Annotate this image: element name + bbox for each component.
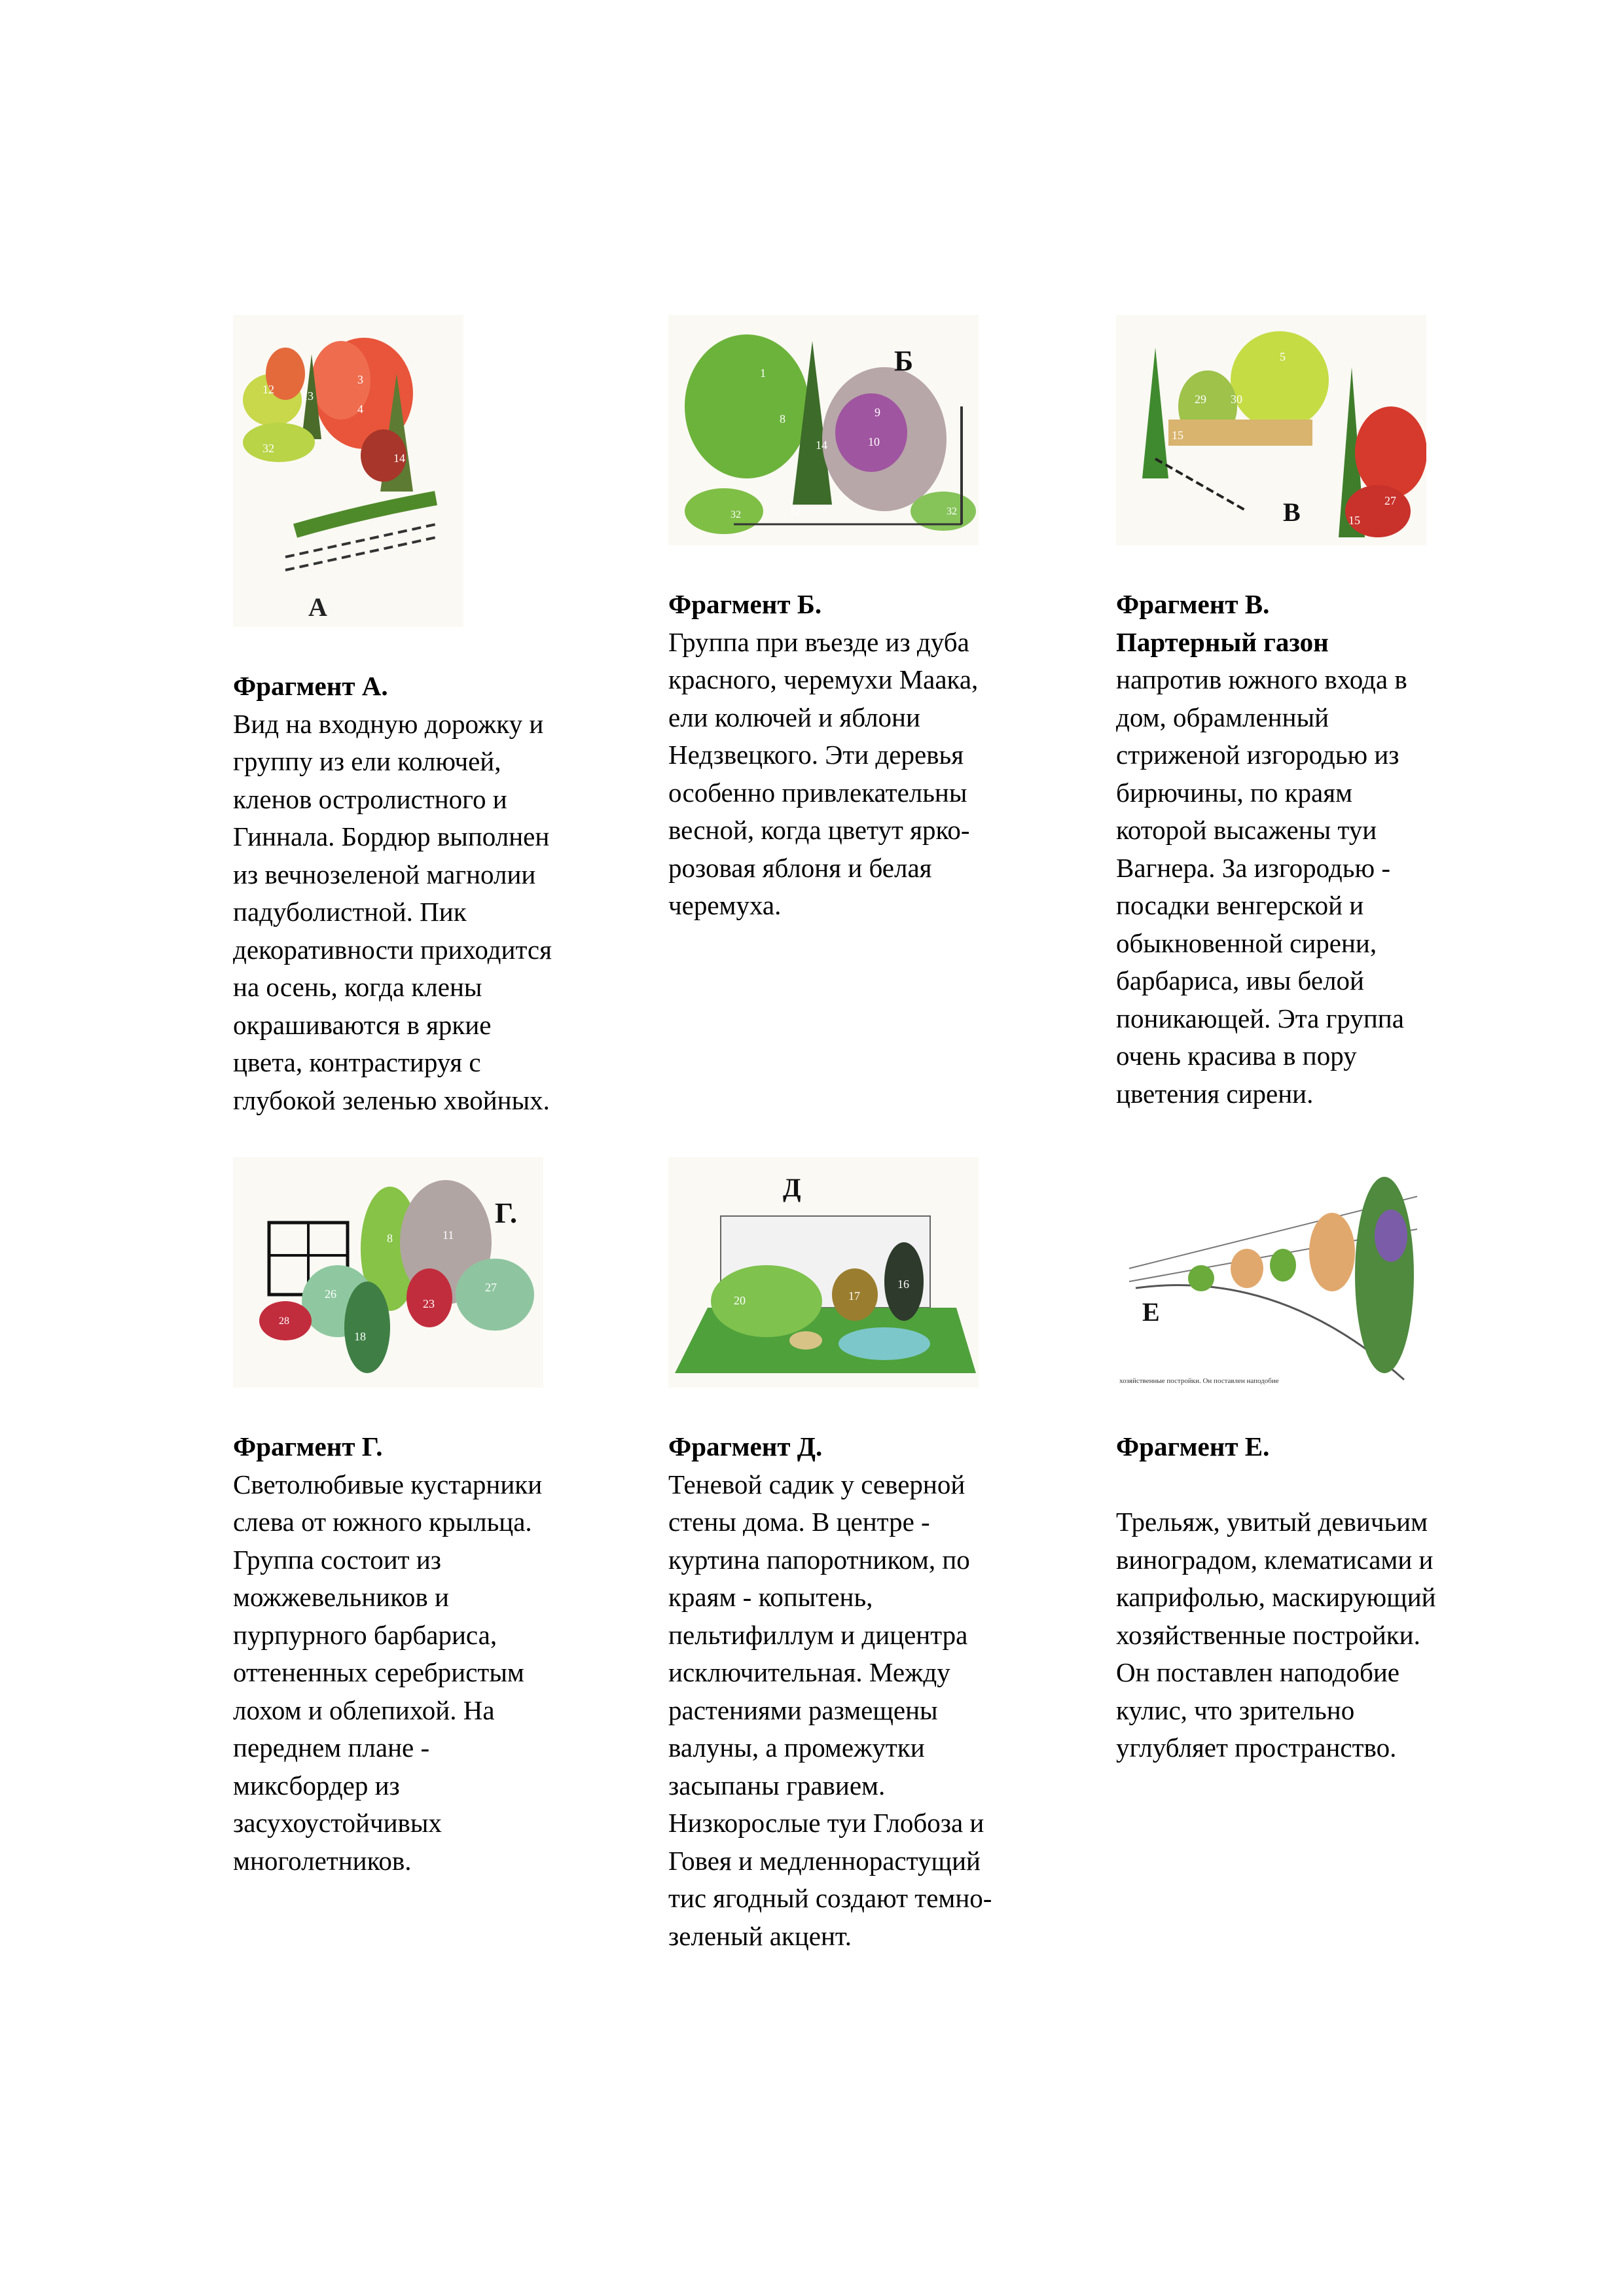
caption-line: тис ягодный создают темно- — [668, 1883, 992, 1913]
figure-g-number: 18 — [354, 1330, 366, 1343]
figure-g-number: 23 — [423, 1297, 435, 1310]
caption-line: падуболистной. Пик — [233, 897, 467, 927]
caption-line: пурпурного барбариса, — [233, 1619, 497, 1650]
fragment-title: Фрагмент Г. — [233, 1431, 383, 1462]
figure-a-illustration — [233, 315, 463, 627]
caption-fragment-d — [668, 1428, 992, 1955]
caption-line: хозяйственные постройки. — [1116, 1619, 1420, 1650]
figure-a-number: 12 — [262, 383, 274, 396]
figure-v-number: 27 — [1384, 494, 1396, 507]
figure-v-number: 5 — [1280, 350, 1286, 363]
figure-v-illustration — [1116, 315, 1426, 545]
figure-fragment-e — [1116, 1157, 1426, 1388]
caption-fragment-v — [1116, 586, 1407, 1113]
caption-line: растениями размещены — [668, 1695, 938, 1725]
figure-e-letter: Е — [1142, 1297, 1160, 1327]
caption-line: краям - копытень, — [668, 1582, 873, 1612]
figure-b-number: 10 — [868, 435, 880, 448]
figure-a-number: 13 — [302, 389, 314, 403]
figure-a-letter: A — [308, 592, 327, 622]
figure-e-caption: хозяйственные постройки. Он поставлен наподобие — [1119, 1377, 1279, 1385]
fragment-title: Фрагмент Е. — [1116, 1431, 1270, 1462]
caption-line: зеленый акцент. — [668, 1920, 852, 1951]
caption-line: засухоустойчивых — [233, 1808, 442, 1838]
caption-line: оттененных серебристым — [233, 1657, 524, 1687]
caption-line: красного, черемухи Маака, — [668, 664, 979, 694]
caption-line: исключительная. Между — [668, 1657, 950, 1687]
figure-v-number: 15 — [1172, 429, 1183, 442]
caption-line: Трельяж, увитый девичьим — [1116, 1507, 1428, 1537]
caption-line: глубокой зеленью хвойных. — [233, 1085, 550, 1115]
caption-line: ели колючей и яблони — [668, 702, 920, 732]
figure-b-number: 1 — [760, 367, 766, 380]
caption-line: Вагнера. За изгородью - — [1116, 852, 1391, 883]
fragment-title: Фрагмент А. — [233, 671, 388, 701]
figure-a-number: 14 — [393, 452, 405, 465]
caption-fragment-g — [233, 1428, 542, 1880]
caption-line: поникающей. Эта группа — [1116, 1003, 1404, 1033]
caption-line: декоративности приходится — [233, 934, 552, 965]
figure-b-number: 32 — [731, 509, 741, 520]
figure-d-letter: Д — [783, 1173, 801, 1202]
caption-line: слева от южного крыльца. — [233, 1507, 532, 1537]
figure-b-number: 32 — [789, 506, 800, 517]
caption-line: Светолюбивые кустарники — [233, 1469, 543, 1499]
caption-line: пельтифиллум и дицентра — [668, 1619, 968, 1650]
figure-b-letter: Б — [894, 345, 914, 377]
caption-line: кленов остролистного и — [233, 783, 507, 814]
caption-line: Недзвецкого. Эти деревья — [668, 740, 964, 770]
figure-g-illustration — [233, 1157, 543, 1388]
caption-line: цвета, контрастируя с — [233, 1047, 481, 1077]
caption-line: виноградом, клематисами и — [1116, 1544, 1434, 1575]
figure-a-number: 32 — [262, 442, 274, 455]
figure-fragment-g — [233, 1157, 543, 1388]
caption-line: группу из ели колючей, — [233, 746, 501, 776]
caption-line: окрашиваются в яркие — [233, 1009, 492, 1040]
caption-line: валуны, а промежутки — [668, 1732, 925, 1763]
caption-line: бирючины, по краям — [1116, 777, 1353, 808]
caption-line: барбариса, ивы белой — [1116, 965, 1364, 996]
fragment-title: Фрагмент Д. — [668, 1431, 823, 1462]
caption-line: лохом и облепихой. На — [233, 1695, 495, 1725]
figure-fragment-b — [668, 315, 979, 545]
caption-line: которой высажены туи — [1116, 815, 1377, 845]
caption-line: Он поставлен наподобие — [1116, 1657, 1399, 1687]
figure-g-number: 28 — [279, 1316, 289, 1327]
caption-line: переднем плане - — [233, 1732, 430, 1763]
figure-b-number: 14 — [816, 439, 827, 452]
figure-g-number: 8 — [387, 1232, 393, 1245]
caption-line: стриженой изгородью из — [1116, 740, 1399, 770]
figure-v-letter: В — [1283, 497, 1301, 527]
figure-fragment-a — [233, 315, 463, 627]
figure-v-number: 15 — [1348, 514, 1360, 527]
caption-line: кулис, что зрительно — [1116, 1695, 1355, 1725]
caption-line: Группа состоит из — [233, 1544, 441, 1575]
caption-line: углубляет пространство. — [1116, 1732, 1397, 1763]
caption-line: Вид на входную дорожку и — [233, 708, 544, 739]
figure-g-number: 27 — [485, 1281, 497, 1294]
caption-line: каприфолью, маскирующий — [1116, 1582, 1436, 1612]
caption-fragment-a — [233, 668, 552, 1119]
figure-e-illustration — [1116, 1157, 1426, 1388]
fragment-subtitle: Партерный газон — [1116, 626, 1329, 657]
fragment-title: Фрагмент В. — [1116, 589, 1270, 619]
figure-g-number: 26 — [325, 1287, 336, 1300]
caption-line: напротив южного входа в — [1116, 664, 1407, 694]
caption-line: миксбордер из — [233, 1770, 400, 1801]
caption-line: Группа при въезде из дуба — [668, 626, 969, 657]
caption-line: цветения сирени. — [1116, 1078, 1314, 1109]
figure-d-illustration — [668, 1157, 979, 1388]
caption-line: Гиннала. Бордюр выполнен — [233, 821, 550, 852]
figure-g-letter: Г. — [495, 1197, 518, 1229]
caption-line: из вечнозеленой магнолии — [233, 859, 536, 889]
caption-line: розовая яблоня и белая — [668, 852, 932, 883]
caption-line: особенно привлекательны — [668, 777, 967, 808]
figure-fragment-v — [1116, 315, 1426, 545]
figure-a-number: 4 — [357, 403, 363, 416]
figure-d-number: 16 — [897, 1278, 909, 1291]
caption-line: куртина папоротником, по — [668, 1544, 970, 1575]
caption-line: можжевельников и — [233, 1582, 449, 1612]
caption-line: очень красива в пору — [1116, 1041, 1357, 1071]
figure-b-number: 9 — [875, 406, 880, 419]
caption-line: Говея и медленнорастущий — [668, 1845, 981, 1876]
caption-line: многолетников. — [233, 1845, 412, 1876]
figure-v-number: 29 — [1195, 393, 1206, 406]
caption-line: черемуха. — [668, 890, 782, 920]
figure-g-number: 11 — [442, 1229, 454, 1242]
fragment-title: Фрагмент Б. — [668, 589, 822, 619]
caption-line: посадки венгерской и — [1116, 890, 1364, 920]
figure-a-number: 3 — [357, 373, 363, 386]
caption-fragment-b — [668, 586, 978, 925]
figure-v-number: 30 — [1231, 393, 1242, 406]
figure-b-number: 32 — [947, 506, 957, 517]
caption-line: весной, когда цветут ярко- — [668, 815, 970, 845]
caption-line: дом, обрамленный — [1116, 702, 1329, 732]
figure-d-number: 20 — [734, 1294, 746, 1307]
caption-line: обыкновенной сирени, — [1116, 927, 1377, 958]
figure-d-number: 17 — [848, 1289, 860, 1302]
figure-b-illustration — [668, 315, 979, 545]
figure-b-number: 8 — [780, 412, 785, 425]
caption-gap — [1116, 1466, 1436, 1504]
caption-line: стены дома. В центре - — [668, 1507, 930, 1537]
caption-line: засыпаны гравием. — [668, 1770, 886, 1801]
caption-line: на осень, когда клены — [233, 972, 482, 1002]
caption-line: Теневой садик у северной — [668, 1469, 965, 1499]
caption-line: Низкорослые туи Глобоза и — [668, 1808, 984, 1838]
caption-fragment-e — [1116, 1428, 1436, 1767]
figure-fragment-d — [668, 1157, 979, 1388]
